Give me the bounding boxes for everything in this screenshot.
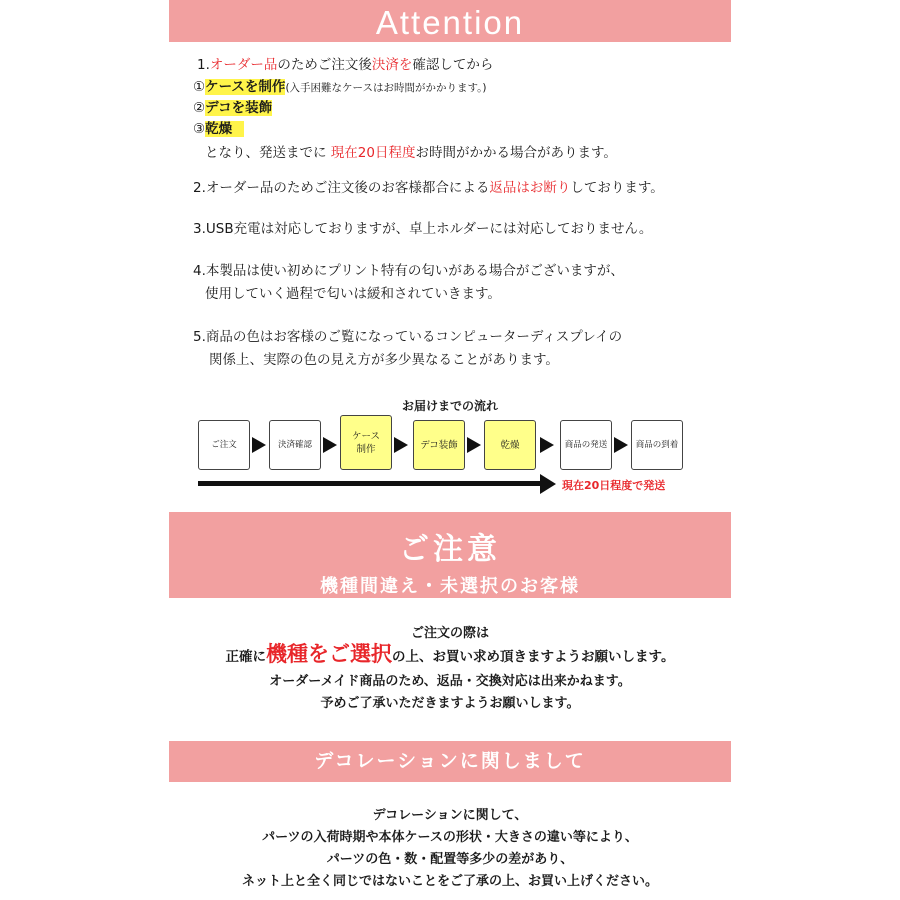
notice-line-4: 予めご了承いただきますようお願いします。	[320, 696, 580, 711]
decoration-banner: デコレーションに関しまして	[169, 741, 731, 782]
flow-step-arrive: 商品の到着	[631, 420, 683, 470]
item-2: 2.オーダー品のためご注文後のお客様都合による返品はお断りしております。	[193, 180, 664, 196]
flow-step-ship: 商品の発送	[560, 420, 612, 470]
notice-banner	[169, 512, 731, 598]
flow-arrow-icon	[394, 437, 408, 453]
notice-subtitle: 機種間違え・未選択のお客様	[320, 576, 580, 596]
flow-title: お届けまでの流れ	[401, 399, 498, 413]
decoration-line-1: デコレーションに関して、	[372, 808, 528, 823]
duration-label: 現在20日程度で発送	[562, 479, 666, 492]
item-5-line-2: 関係上、実際の色の見え方が多少異なることがあります。	[209, 352, 559, 368]
flow-arrow-icon	[323, 437, 337, 453]
flow-arrow-icon	[614, 437, 628, 453]
flow-arrow-icon	[467, 437, 481, 453]
step-1-line: ①ケースを制作(入手困難なケースはお時間がかかります。)	[193, 79, 487, 95]
decoration-line-2: パーツの入荷時期や本体ケースの形状・大きさの違い等により、	[262, 830, 638, 845]
item-1-line: 1.オーダー品のためご注文後決済を確認してから	[197, 57, 494, 73]
flow-step-case: ケース 制作	[340, 415, 392, 470]
notice-title: ご注意	[399, 533, 501, 566]
item-5-line-1: 5.商品の色はお客様のご覧になっているコンピューターディスプレイの	[193, 329, 623, 345]
item-1-tail: となり、発送までに 現在20日程度お時間がかかる場合があります。	[205, 145, 617, 161]
flow-step-dry: 乾燥	[484, 420, 536, 470]
decoration-line-4: ネット上と全く同じではないことをご了承の上、お買い上げください。	[241, 874, 658, 889]
item-3: 3.USB充電は対応しておりますが、卓上ホルダーには対応しておりません。	[193, 221, 653, 237]
decoration-line-3: パーツの色・数・配置等多少の差があり、	[326, 852, 574, 867]
notice-line-2: 正確に機種をご選択の上、お買い求め頂きますようお願いします。	[225, 642, 675, 666]
notice-line-3: オーダーメイド商品のため、返品・交換対応は出来かねます。	[269, 674, 631, 689]
step-2-line: ②デコを装飾	[193, 100, 273, 116]
flow-step-deco: デコ装飾	[413, 420, 465, 470]
notice-line-1: ご注文の際は	[410, 626, 489, 641]
duration-arrow-shaft	[198, 481, 542, 486]
flow-arrow-icon	[540, 437, 554, 453]
step-3-line: ③乾燥	[193, 120, 244, 138]
attention-banner: Attention	[169, 0, 731, 42]
flow-step-order: ご注文	[198, 420, 250, 470]
flow-arrow-icon	[252, 437, 266, 453]
flow-step-payment: 決済確認	[269, 420, 321, 470]
duration-arrow-head-icon	[540, 474, 556, 494]
item-4-line-1: 4.本製品は使い初めにプリント特有の匂いがある場合がございますが、	[193, 263, 624, 279]
item-4-line-2: 使用していく過程で匂いは緩和されていきます。	[205, 286, 501, 302]
